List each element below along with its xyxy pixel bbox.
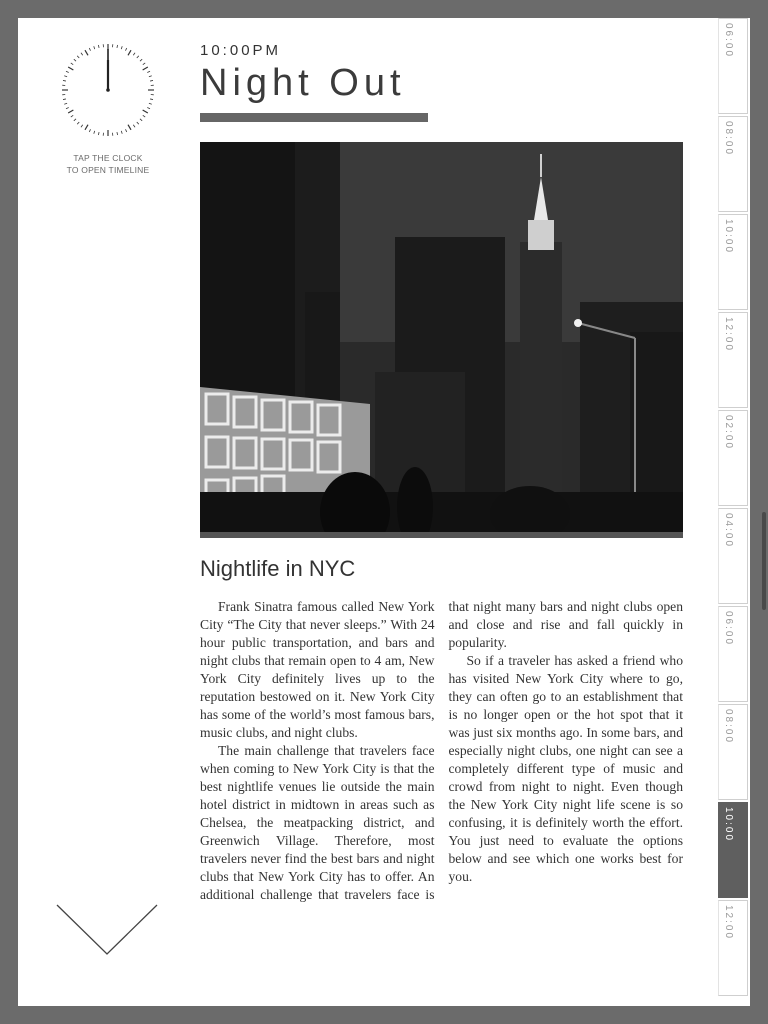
clock-tick [85,125,88,130]
timeline-tab-label: 06:00 [723,23,734,59]
clock-tick [77,56,79,58]
analog-clock-icon[interactable] [60,42,156,138]
timeline-tab-label: 12:00 [723,317,734,353]
timeline-tab[interactable] [718,606,748,702]
timeline-tab-label: 08:00 [723,121,734,157]
clock-tick [150,99,153,100]
clock-caption-line: TO OPEN TIMELINE [66,165,150,175]
clock-tick [147,107,150,108]
clock-tick [63,80,66,81]
timeline-tab-label: 02:00 [723,415,734,451]
clock-caption-line: TAP THE CLOCK [73,153,143,163]
clock-tick [89,129,90,132]
clock-tick [143,115,145,117]
clock-tick [64,103,67,104]
clock-tick [137,56,139,58]
clock-tick [64,76,67,77]
clock-tick [98,132,99,135]
clock-tick [117,45,118,48]
clock-tick [98,45,99,48]
timeline-tab[interactable] [718,802,748,898]
clock-tick [94,131,95,134]
page-title: Night Out [200,62,406,104]
clock-tick [85,50,88,55]
clock-tick [74,59,76,61]
clock-tick [149,103,152,104]
clock-tick [140,59,142,61]
clock-tick [143,67,148,70]
timeline-tab-label: 10:00 [723,219,734,255]
clock-tick [121,131,122,134]
clock-tick [143,63,145,65]
clock-tick [81,53,83,55]
clock-tick [125,48,126,51]
nyc-night-photo [200,142,683,538]
clock-tick [71,63,73,65]
clock-tick [94,46,95,49]
clock-tick [149,76,152,77]
timeline-tab[interactable] [718,312,748,408]
timeline-tab[interactable] [718,410,748,506]
timeline-tab[interactable] [718,214,748,310]
clock-tick [150,80,153,81]
clock-tick [89,48,90,51]
clock-tick [68,67,73,70]
clock-tick [128,50,131,55]
timeline-tab-label: 12:00 [723,905,734,941]
clock-tick [66,71,69,72]
timeline-tab[interactable] [718,508,748,604]
clock-tick [121,46,122,49]
timeline-tab[interactable] [718,704,748,800]
clock-tick [81,125,83,127]
article-paragraph: Frank Sinatra famous called New York City “The City that never sleeps.” With 24 hour public transportation, and bars and night clubs that remain open to 4 am, New York City definitely lives up to the reputation bestowed on it. New York City has some of the world’s most famous bars, music clubs, and night clubs. [200,599,435,740]
clock-caption [40,152,176,176]
timeline-tab[interactable] [718,116,748,212]
title-underline-bar [200,113,428,122]
clock-tick [133,125,135,127]
article-paragraph: So if a traveler has asked a friend who has visited New York City where to go, they can often go to an establishment that is no longer open or the hot spot that it was just six months ago. In some bars, and especially night clubs, one night can see a completely different type of music and crowd from night to night. Even though the New York City night life scene is so confusing, it is definitely worth the effort. You just need to evaluate the options below and see which one works best for you. [448,653,683,884]
timeline-tab[interactable] [718,18,748,114]
clock-tick [147,71,150,72]
clock-tick [125,129,126,132]
time-label: 10:00PM [200,42,282,59]
timeline-tab[interactable] [718,900,748,996]
clock-tick [117,132,118,135]
clock-tick [133,53,135,55]
clock-tick [68,110,73,113]
clock-tick [140,119,142,121]
clock-tick [77,122,79,124]
clock-tick [63,99,66,100]
scrollbar[interactable] [762,512,766,610]
timeline-tab-label: 10:00 [723,807,734,843]
clock-tick [71,115,73,117]
timeline-tab-label: 04:00 [723,513,734,549]
article-body [200,598,683,904]
clock-tick [143,110,148,113]
clock-tick [66,107,69,108]
timeline-tab-label: 08:00 [723,709,734,745]
timeline-strip [718,18,750,1006]
clock-tick [137,122,139,124]
chevron-down-icon[interactable] [56,904,158,956]
article-paragraph: The main challenge that travelers face when coming to New York City is that the best nightlife venues lie outside the main hotel district in midtown in areas such as Chelsea, the meatpacking district, and Greenwich Village. Therefore, most travelers never find the best bars and night clubs that New York City has to offer. An additional challenge that travelers face is that night many bars and night clubs open and close and rise and fall quickly in popularity. [200,599,683,902]
clock-tick [128,125,131,130]
clock-tick [74,119,76,121]
timeline-tab-label: 06:00 [723,611,734,647]
section-heading: Nightlife in NYC [200,556,356,581]
